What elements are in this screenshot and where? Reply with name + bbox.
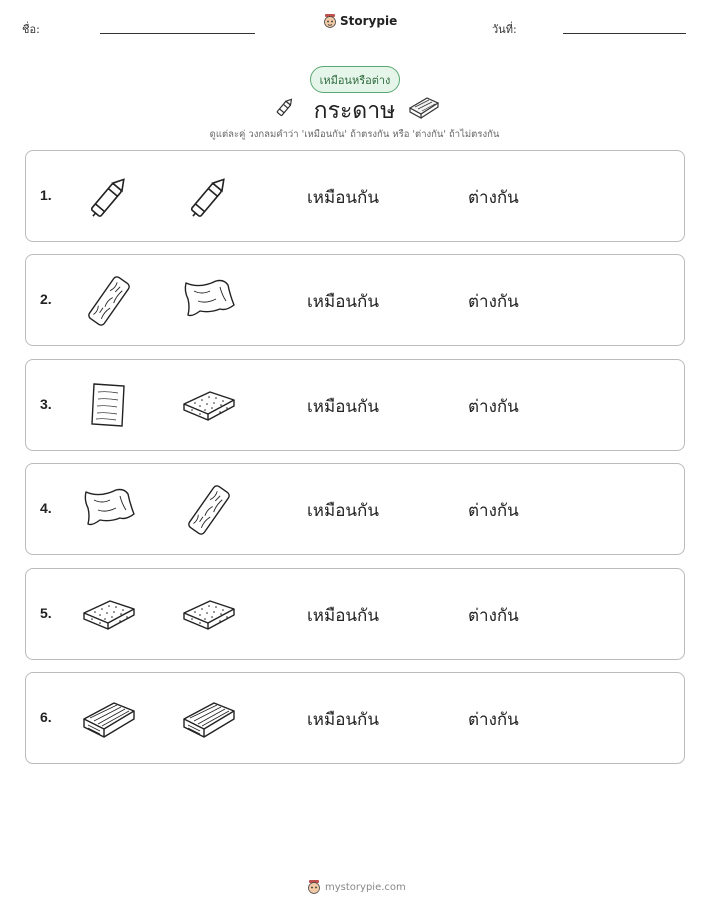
option-same[interactable]: เหมือนกัน — [307, 397, 379, 417]
bark-icon — [180, 482, 238, 538]
paper-sheet-icon — [80, 378, 138, 434]
question-number: 6. — [40, 709, 52, 725]
option-same[interactable]: เหมือนกัน — [307, 710, 379, 730]
date-line[interactable] — [563, 33, 686, 34]
name-line[interactable] — [100, 33, 255, 34]
brand-name: Storypie — [340, 14, 398, 28]
crayon-icon — [180, 169, 238, 225]
date-label: วันที่: — [492, 23, 517, 36]
brand-logo — [323, 13, 397, 29]
question-number: 3. — [40, 396, 52, 412]
question-number: 1. — [40, 187, 52, 203]
option-different[interactable]: ต่างกัน — [468, 292, 519, 312]
activity-badge: เหมือนหรือต่าง — [310, 66, 400, 93]
sponge-icon — [80, 587, 138, 643]
question-row — [25, 150, 685, 242]
option-same[interactable]: เหมือนกัน — [307, 606, 379, 626]
page-title: กระดาษ — [313, 98, 396, 124]
bark-icon — [80, 273, 138, 329]
storypie-mascot-icon — [307, 879, 321, 895]
footer — [307, 879, 406, 895]
question-row — [25, 672, 685, 764]
sponge-icon — [180, 587, 238, 643]
tissue-icon — [80, 482, 138, 538]
option-different[interactable]: ต่างกัน — [468, 710, 519, 730]
wood-block-icon — [180, 691, 238, 747]
question-number: 5. — [40, 605, 52, 621]
option-different[interactable]: ต่างกัน — [468, 397, 519, 417]
option-same[interactable]: เหมือนกัน — [307, 501, 379, 521]
option-different[interactable]: ต่างกัน — [468, 188, 519, 208]
question-number: 4. — [40, 500, 52, 516]
question-row — [25, 359, 685, 451]
option-different[interactable]: ต่างกัน — [468, 501, 519, 521]
footer-url[interactable]: mystorypie.com — [325, 881, 406, 893]
wood-block-icon — [407, 94, 441, 120]
wood-block-icon — [80, 691, 138, 747]
option-different[interactable]: ต่างกัน — [468, 606, 519, 626]
name-label: ชื่อ: — [22, 23, 40, 36]
question-row — [25, 254, 685, 346]
crayon-icon — [80, 169, 138, 225]
question-row — [25, 568, 685, 660]
instructions: ดูแต่ละคู่ วงกลมคำว่า 'เหมือนกัน' ถ้าตรงกัน หรือ 'ต่างกัน' ถ้าไม่ตรงกัน — [209, 129, 500, 140]
option-same[interactable]: เหมือนกัน — [307, 292, 379, 312]
question-number: 2. — [40, 291, 52, 307]
tissue-icon — [180, 273, 238, 329]
storypie-mascot-icon — [323, 13, 337, 29]
option-same[interactable]: เหมือนกัน — [307, 188, 379, 208]
question-row — [25, 463, 685, 555]
sponge-icon — [180, 378, 238, 434]
